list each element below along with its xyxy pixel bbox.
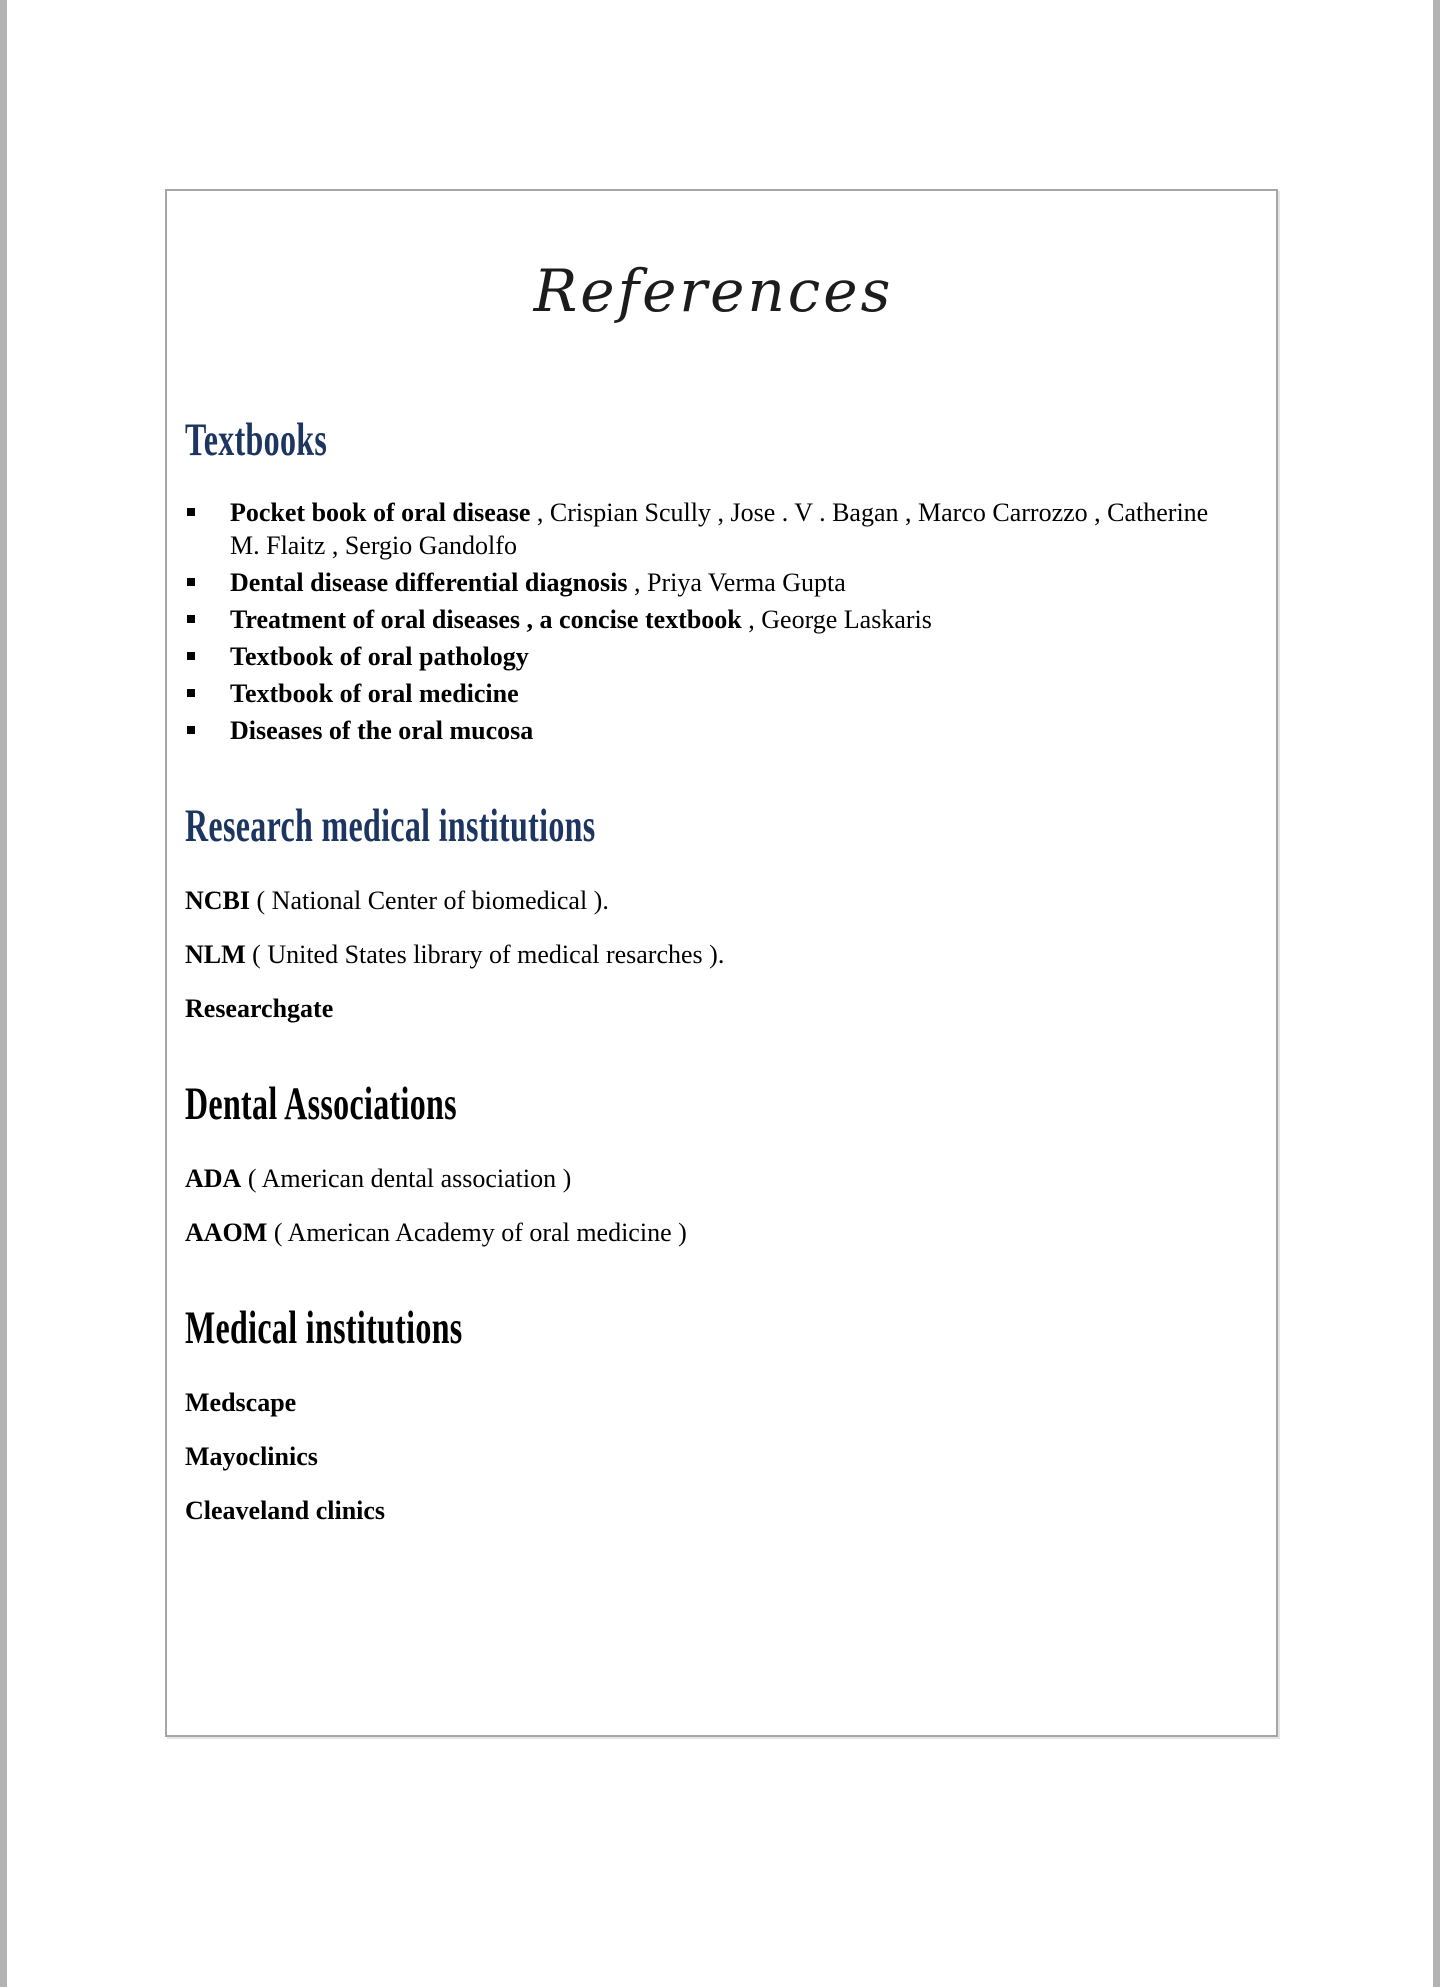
bullet-square-icon — [187, 615, 195, 623]
reference-name: Textbook of oral pathology — [230, 642, 529, 671]
document-page — [165, 189, 1278, 1737]
reference-paragraph — [185, 938, 1242, 971]
reference-paragraph — [185, 884, 1242, 917]
reference-detail: , Priya Verma Gupta — [627, 568, 846, 597]
list-item — [185, 640, 1215, 673]
section-heading-text: Textbooks — [185, 414, 328, 466]
document-title: References — [533, 257, 894, 325]
reference-name: Cleaveland clinics — [185, 1496, 386, 1525]
reference-detail: ( National Center of biomedical ). — [250, 886, 609, 915]
list-item — [185, 496, 1215, 562]
reference-name: ADA — [185, 1164, 242, 1193]
bullet-square-icon — [187, 726, 195, 734]
list-item — [185, 677, 1215, 710]
bullet-square-icon — [187, 689, 195, 697]
bullet-square-icon — [187, 578, 195, 586]
reference-detail: , Crispian Scully , Jose . V . Bagan , Marco Carrozzo , Catherine M. Flaitz , Sergio Gandolfo — [230, 498, 1209, 560]
reference-name: Medscape — [185, 1388, 297, 1417]
reference-detail: ( American dental association ) — [241, 1164, 572, 1193]
reference-name: Diseases of the oral mucosa — [230, 716, 534, 745]
reference-paragraph — [185, 992, 1242, 1025]
section-heading-text: Medical institutions — [185, 1302, 463, 1354]
section-heading-medical-institutions — [185, 1302, 1242, 1354]
reference-paragraph — [185, 1216, 1242, 1249]
paragraph-list — [185, 1386, 1242, 1527]
reference-detail: ( American Academy of oral medicine ) — [267, 1218, 687, 1247]
reference-name: NCBI — [185, 886, 251, 915]
reference-paragraph — [185, 1162, 1242, 1195]
section-heading-textbooks — [185, 414, 1242, 466]
reference-paragraph — [185, 1386, 1242, 1419]
left-edge-strip — [0, 0, 7, 1987]
list-item — [185, 566, 1215, 599]
reference-name: Dental disease differential diagnosis — [230, 568, 628, 597]
section-heading-dental-associations — [185, 1078, 1242, 1130]
bullet-square-icon — [187, 652, 195, 660]
sections-container — [185, 414, 1242, 1527]
reference-paragraph — [185, 1494, 1242, 1527]
bullet-list — [185, 496, 1242, 747]
reference-name: NLM — [185, 940, 246, 969]
reference-name: Textbook of oral medicine — [230, 679, 519, 708]
reference-name: AAOM — [185, 1218, 268, 1247]
right-edge-strip — [1433, 0, 1440, 1987]
paragraph-list — [185, 1162, 1242, 1249]
reference-paragraph — [185, 1440, 1242, 1473]
reference-detail: , George Laskaris — [741, 605, 932, 634]
reference-name: Treatment of oral diseases , a concise textbook — [230, 605, 742, 634]
reference-name: Pocket book of oral disease — [230, 498, 531, 527]
paragraph-list — [185, 884, 1242, 1025]
section-heading-text: Research medical institutions — [185, 800, 596, 852]
section-dental-associations — [185, 1078, 1242, 1249]
section-heading-text: Dental Associations — [185, 1078, 457, 1130]
section-textbooks — [185, 414, 1242, 747]
reference-name: Mayoclinics — [185, 1442, 318, 1471]
bullet-square-icon — [187, 508, 195, 516]
section-heading-research-medical-institutions — [185, 800, 1242, 852]
section-medical-institutions — [185, 1302, 1242, 1527]
reference-name: Researchgate — [185, 994, 334, 1023]
reference-detail: ( United States library of medical resarches ). — [245, 940, 725, 969]
section-research-medical-institutions — [185, 800, 1242, 1025]
list-item — [185, 603, 1215, 636]
list-item — [185, 714, 1215, 747]
